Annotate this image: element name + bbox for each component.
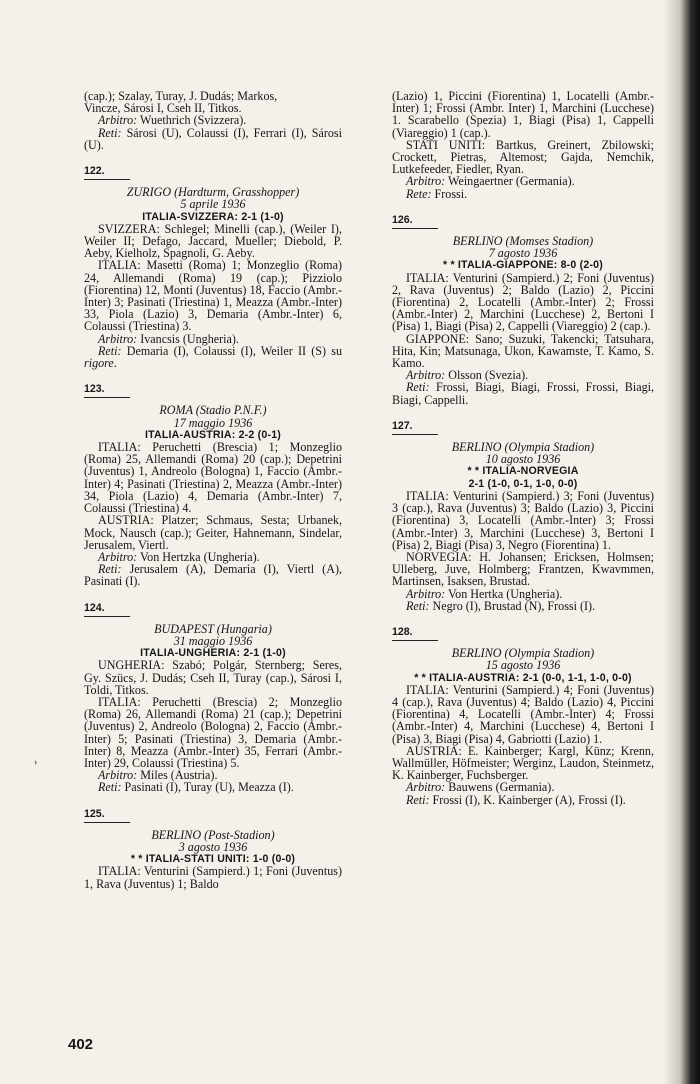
referee-label: Arbitro:: [98, 113, 138, 128]
match-122-venue: ZURIGO (Hardturm, Grasshopper): [126, 185, 300, 200]
match-122-result: ITALIA-SVIZZERA: 2-1 (1-0): [142, 210, 284, 223]
match-number-126: 126.: [392, 214, 438, 229]
referee-label: Arbitro:: [406, 780, 446, 795]
match-125-venue: BERLINO (Post-Stadion): [151, 827, 275, 842]
match-128-goals: [392, 794, 654, 806]
match-125-team-1-cont: (Lazio) 1, Piccini (Fiorentina) 1, Locatelli (Ambr.-Inter) 1; Frossi (Ambr. Inter) 1, Marchini (Lucchese) 1. Scarabello (Spezia) 1, Biagi (Pisa) 1, Cappelli (Viareggio) 1 (cap.).: [392, 89, 654, 140]
referee-label: Arbitro:: [406, 174, 446, 189]
goals-label: Reti:: [98, 562, 122, 577]
goals-text: Jerusalem (A), Demaria (I), Viertl (A), Pasinati (I).: [84, 562, 342, 589]
referee-text: Ivancsis (Ungheria).: [137, 331, 239, 346]
match-126-team-1: ITALIA: Venturini (Sampierd.) 2; Foni (Juventus) 2, Rava (Juventus) 2; Baldo (Lazio) 2, Piccini (Fiorentina) 2, Locatelli (Ambr.-Inter) 2; Frossi (Ambr.-Inter) 2, Marchini (Lucchese) 2, Bertoni I (Pisa) 1, Biagi (Pisa) 2, Cappelli (Viareggio) 2 (cap.).: [392, 270, 654, 334]
goals-label: Reti:: [98, 343, 122, 358]
referee-label: Arbitro:: [98, 549, 138, 564]
match-123-venue: ROMA (Stadio P.N.F.): [159, 403, 267, 418]
match-126-venue: BERLINO (Momses Stadion): [452, 234, 594, 249]
match-127-goals: [392, 600, 654, 612]
goals-label: Rete:: [406, 186, 432, 201]
right-column: [392, 90, 654, 806]
match-122-goals: [84, 345, 342, 369]
match-127-team-2: NORVEGIA: H. Johansen; Ericksen, Holmsen; Ulleberg, Juve, Holmberg; Frantzen, Kwavmmen, Martinsen, Isaksen, Brustad.: [392, 549, 654, 589]
goals-penalty: rigore: [84, 356, 114, 371]
match-123-result: ITALIA-AUSTRIA: 2-2 (0-1): [144, 428, 282, 441]
match-127-venue: BERLINO (Olympia Stadion): [451, 440, 595, 455]
match-124-team-1: UNGHERIA: Szabó; Polgár, Sternberg; Seres, Gy. Szücs, J. Dudás; Cseh II, Turay (cap.), Sárosi I, Toldi, Titkos.: [84, 658, 342, 697]
match-126-result: * * ITALIA-GIAPPONE: 8-0 (2-0): [442, 259, 604, 272]
match-123-goals: [84, 563, 342, 587]
goals-end: .: [113, 356, 117, 371]
match-125-team-1: ITALIA: Venturini (Sampierd.) 1; Foni (Juventus) 1, Rava (Juventus) 1; Baldo: [84, 864, 342, 891]
match-128-result: * * ITALIA-AUSTRIA: 2-1 (0-0, 1-1, 1-0, 0-0): [414, 671, 632, 684]
match-number-124: 124.: [84, 602, 130, 617]
intro-line-2: Vincze, Sárosi I, Cseh II, Titkos.: [84, 101, 242, 116]
goals-label: Reti:: [406, 792, 430, 807]
match-126-goals: [392, 381, 654, 405]
goals-label: Reti:: [406, 598, 430, 613]
match-122-team-1: SVIZZERA: Schlegel; Minelli (cap.), (Weiler I), Weiler II; Defago, Jaccard, Mueller; Diebold, P. Aeby, Kielholz, Spagnoli, G. Aeby.: [84, 221, 342, 261]
referee-text: Von Hertka (Ungheria).: [445, 586, 563, 601]
page-number: 402: [68, 1036, 94, 1053]
match-127-team-1: ITALIA: Venturini (Sampierd.) 3; Foni (Juventus) 3 (cap.), Rava (Juventus) 3; Baldo (Lazio) 3, Piccini (Fiorentina) 3, Locatelli (Ambr.-Inter) 3; Frossi (Ambr.-Inter) 3, Marchini (Lucchese) 3, Bertoni I (Pisa) 2, Biagi (Pisa) 3, Negro (Fiorentina) 1.: [392, 488, 654, 552]
goals-label: Reti:: [98, 125, 122, 140]
match-123-team-1: ITALIA: Peruchetti (Brescia) 1; Monzeglio (Roma) 25, Allemandi (Roma) 20 (cap.); Depetrini (Juventus) 1, Andreolo (Bologna) 1, Faccio (Ambr.-Inter) 4; Pasinati (Triestina) 2, Meazza (Ambr.-Inter) 34, Piola (Lazio) 4, Demaria (Ambr.-Inter) 7, Colaussi (Triestina) 4.: [84, 440, 342, 516]
match-124-goals: [84, 781, 342, 793]
match-number-125: 125.: [84, 808, 130, 823]
match-127-score: 2-1 (1-0, 0-1, 1-0, 0-0): [468, 477, 578, 490]
match-124-venue: BUDAPEST (Hungaria): [154, 621, 272, 636]
referee-text: Olsson (Svezia).: [445, 368, 529, 383]
goals-text: Frossi.: [431, 186, 468, 201]
goals-label: Reti:: [98, 780, 122, 795]
goals-text: Negro (I), Brustad (N), Frossi (I).: [429, 598, 596, 613]
referee-label: Arbitro:: [406, 586, 446, 601]
stray-mark: ›: [34, 757, 38, 768]
match-128-team-2: AUSTRIA: E. Kainberger; Kargl, Künz; Krenn, Wallmüller, Höfmeister; Werginz, Laudon, Steinmetz, K. Kainberger, Fuchsberger.: [392, 743, 654, 783]
match-124-result: ITALIA-UNGHERIA: 2-1 (1-0): [140, 647, 286, 660]
referee-label: Arbitro:: [406, 368, 446, 383]
match-125-result: * * ITALIA-STATI UNITI: 1-0 (0-0): [130, 853, 296, 866]
match-122-team-2: ITALIA: Masetti (Roma) 1; Monzeglio (Roma) 24, Allemandi (Roma) 19 (cap.); Pizziolo (Fiorentina) 12, Monti (Juventus) 18, Faccio (Ambr.-Inter) 3; Pasinati (Triestina) 1, Meazza (Ambr.-Inter) 33, Piola (Lazio) 3, Demaria (Ambr.-Inter) 6, Colaussi (Triestina) 3.: [84, 258, 342, 334]
match-123-team-2: AUSTRIA: Platzer; Schmaus, Sesta; Urbanek, Mock, Nausch (cap.); Geiter, Hahnemann, Sindelar, Jerusalem, Viertl.: [84, 513, 342, 552]
match-125-team-2: STATI UNITI: Bartkus, Greinert, Zbilowski; Crockett, Pietras, Altemost; Gajda, Nemchik, Lutkefeeder, Fiedler, Ryan.: [392, 137, 654, 177]
match-number-127: 127.: [392, 420, 438, 435]
match-128-date: 15 agosto 1936: [485, 658, 561, 673]
match-124-team-2: ITALIA: Peruchetti (Brescia) 2; Monzeglio (Roma) 26, Allemandi (Roma) 21 (cap.); Depetrini (Juventus) 2, Andreolo (Bologna) 2, Faccio (Ambr.-Inter) 5; Pasinati (Triestina) 3, Demaria (Ambr.-Inter) 8, Meazza (Ambr.-Inter) 35, Ferrari (Ambr.-Inter) 29, Colaussi (Triestina) 5.: [84, 694, 342, 770]
goals-text: Demaria (I), Colaussi (I), Weiler II (S) su: [121, 343, 342, 358]
match-128-team-1: ITALIA: Venturini (Sampierd.) 4; Foni (Juventus) 4 (cap.), Rava (Juventus) 4; Baldo (Lazio) 4, Piccini (Fiorentina) 4, Locatelli (Ambr.-Inter) 4; Frossi (Ambr.-Inter) 4, Marchini (Lucchese) 4, Bertoni I (Pisa) 3, Biagi (Pisa) 4, Gabriotti (Lazio) 1.: [392, 682, 654, 746]
referee-text: Wuethrich (Svizzera).: [137, 113, 247, 128]
goals-text: Sárosi (U), Colaussi (I), Ferrari (I), Sárosi (U).: [84, 125, 342, 152]
match-127-date: 10 agosto 1936: [485, 452, 561, 467]
referee-text: Bauwens (Germania).: [445, 780, 555, 795]
intro-line-1: (cap.); Szalay, Turay, J. Dudás; Markos,: [84, 89, 278, 103]
goals-label: Reti:: [406, 380, 430, 395]
match-128-venue: BERLINO (Olympia Stadion): [451, 646, 595, 661]
referee-label: Arbitro:: [98, 331, 138, 346]
match-123-date: 17 maggio 1936: [173, 415, 253, 430]
left-column: [84, 90, 342, 890]
match-125-date: 3 agosto 1936: [178, 839, 248, 854]
referee-text: Miles (Austria).: [137, 768, 218, 783]
referee-text: Weingaertner (Germania).: [445, 174, 575, 189]
page-binding-shadow: [664, 0, 700, 1084]
match-126-date: 7 agosto 1936: [488, 246, 558, 261]
match-number-123: 123.: [84, 383, 130, 398]
goals-text: Pasinati (I), Turay (U), Meazza (I).: [121, 780, 294, 795]
goals-text: Frossi, Biagi, Biagi, Frossi, Frossi, Biagi, Biagi, Cappelli.: [392, 380, 654, 407]
match-126-team-2: GIAPPONE: Sano; Suzuki, Takencki; Tatsuhara, Hita, Kin; Matsunaga, Ukon, Kawamste, T. Kamo, S. Kamo.: [392, 331, 654, 371]
match-number-122: 122.: [84, 165, 130, 180]
referee-label: Arbitro:: [98, 768, 138, 783]
match-125-goals: [392, 188, 654, 200]
referee-text: Von Hertzka (Ungheria).: [137, 549, 260, 564]
match-122-date: 5 aprile 1936: [180, 197, 246, 212]
match-124-date: 31 maggio 1936: [173, 633, 253, 648]
goals-text: Frossi (I), K. Kainberger (A), Frossi (I).: [429, 792, 626, 807]
match-number-128: 128.: [392, 626, 438, 641]
intro-goals: [84, 127, 342, 151]
match-127-result: * * ITALIA-NORVEGIA: [467, 465, 579, 478]
